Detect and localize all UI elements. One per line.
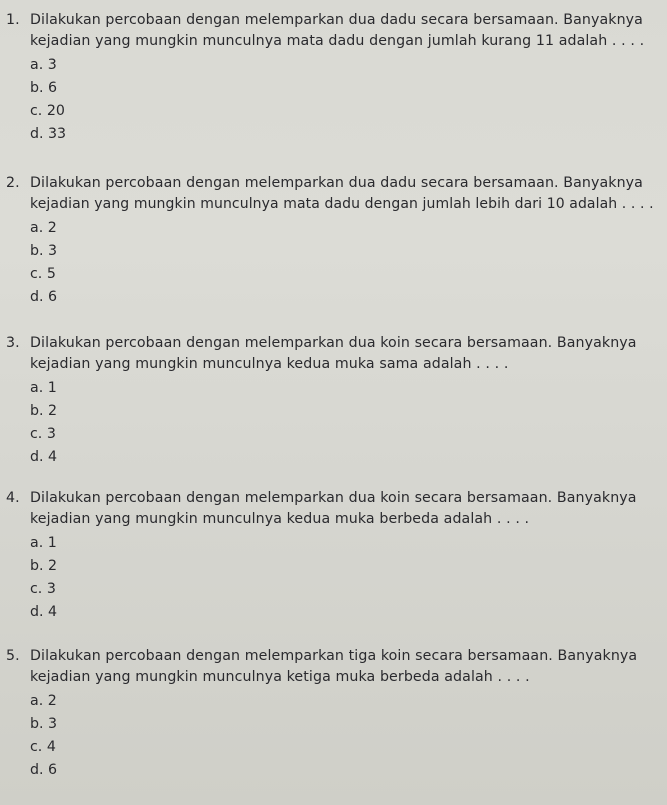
- question-2-option-a: a. 2: [30, 220, 57, 236]
- question-2-option-c: c. 5: [30, 266, 56, 282]
- question-5-option-d: d. 6: [30, 762, 58, 778]
- question-1-option-a: a. 3: [30, 57, 57, 73]
- question-4-option-b: b. 2: [30, 558, 58, 574]
- question-2-options: [6, 217, 661, 309]
- question-2-line-1: [6, 173, 661, 194]
- question-1-option-c: c. 20: [30, 103, 65, 119]
- question-5-number: 5.: [6, 648, 20, 664]
- question-5-line-1: [6, 646, 661, 667]
- question-3-option-b: b. 2: [30, 403, 58, 419]
- question-5-text-2: kejadian yang mungkin munculnya ketiga muka berbeda adalah . . . .: [30, 669, 530, 685]
- question-2-option-d: d. 6: [30, 289, 58, 305]
- question-3-option-d: d. 4: [30, 449, 58, 465]
- question-2-text-1: Dilakukan percobaan dengan melemparkan dua dadu secara bersamaan. Banyaknya: [30, 175, 643, 191]
- question-5: [6, 646, 661, 782]
- question-3-number: 3.: [6, 335, 20, 351]
- question-1-number: 1.: [6, 12, 20, 28]
- question-1-text-2: kejadian yang mungkin munculnya mata dadu dengan jumlah kurang 11 adalah . . . .: [30, 33, 645, 49]
- question-3-options: [6, 377, 661, 469]
- question-5-text-1: Dilakukan percobaan dengan melemparkan tiga koin secara bersamaan. Banyaknya: [30, 648, 638, 664]
- question-5-option-a: a. 2: [30, 693, 57, 709]
- question-1-option-d: d. 33: [30, 126, 67, 142]
- question-3-text-2: kejadian yang mungkin munculnya kedua muka sama adalah . . . .: [30, 356, 509, 372]
- question-2-option-b: b. 3: [30, 243, 58, 259]
- question-3-line-1: [6, 333, 661, 354]
- question-4-number: 4.: [6, 490, 20, 506]
- question-2: [6, 173, 661, 309]
- question-4-text-1: Dilakukan percobaan dengan melemparkan dua koin secara bersamaan. Banyaknya: [30, 490, 637, 506]
- question-3-option-a: a. 1: [30, 380, 57, 396]
- question-4-options: [6, 532, 661, 624]
- question-4-option-d: d. 4: [30, 604, 58, 620]
- question-3: [6, 333, 661, 469]
- question-4-line-1: [6, 488, 661, 509]
- question-5-options: [6, 690, 661, 782]
- question-1: [6, 10, 661, 146]
- question-4: [6, 488, 661, 624]
- question-5-option-c: c. 4: [30, 739, 56, 755]
- question-1-options: [6, 54, 661, 146]
- question-5-option-b: b. 3: [30, 716, 58, 732]
- question-1-option-b: b. 6: [30, 80, 58, 96]
- question-4-text-2: kejadian yang mungkin munculnya kedua muka berbeda adalah . . . .: [30, 511, 530, 527]
- question-4-option-a: a. 1: [30, 535, 57, 551]
- question-3-option-c: c. 3: [30, 426, 56, 442]
- question-3-text-1: Dilakukan percobaan dengan melemparkan dua koin secara bersamaan. Banyaknya: [30, 335, 637, 351]
- question-2-number: 2.: [6, 175, 20, 191]
- question-1-text-1: Dilakukan percobaan dengan melemparkan dua dadu secara bersamaan. Banyaknya: [30, 12, 643, 28]
- question-1-line-1: [6, 10, 661, 31]
- question-2-text-2: kejadian yang mungkin munculnya mata dadu dengan jumlah lebih dari 10 adalah . . . .: [30, 196, 654, 212]
- question-4-option-c: c. 3: [30, 581, 56, 597]
